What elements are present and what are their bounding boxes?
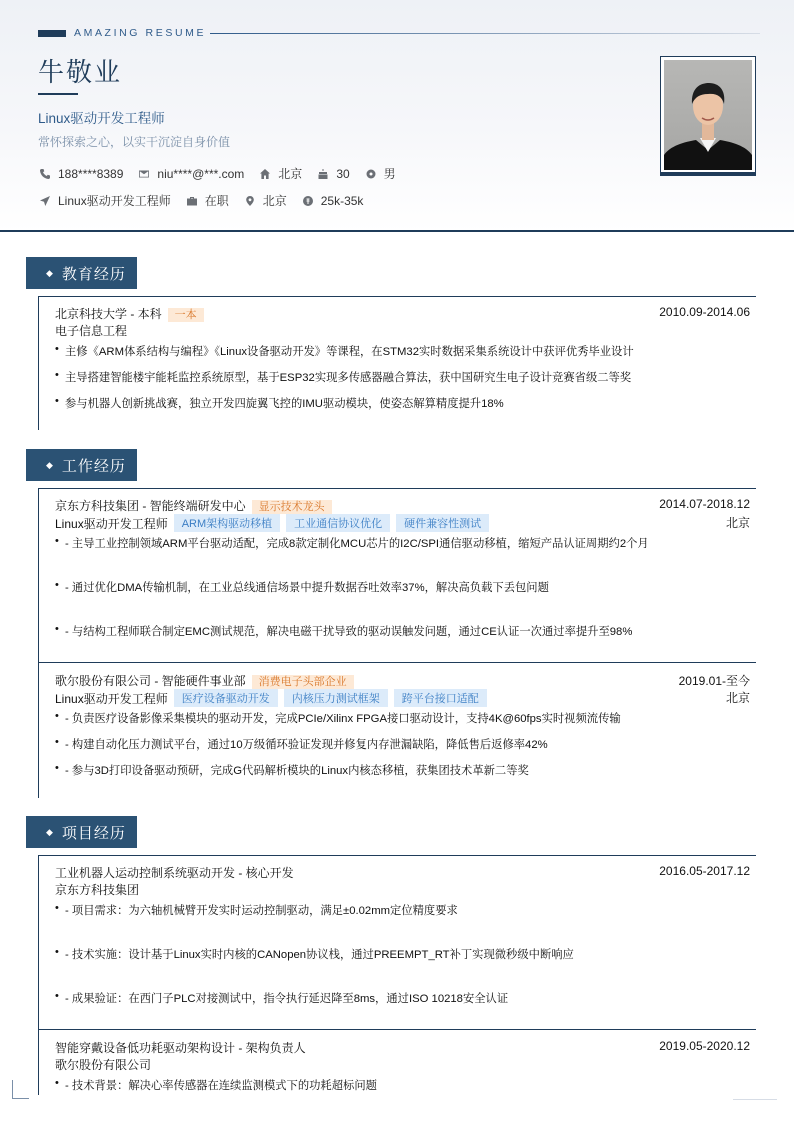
city-value: 北京 bbox=[278, 167, 303, 181]
company-tag: 显示技术龙头 bbox=[252, 500, 332, 514]
role-name: Linux驱动开发工程师 bbox=[55, 516, 168, 531]
bullet-text: - 主导工业控制领域ARM平台驱动适配，完成8款定制化MCU芯片的I2C/SPI通信驱动移植，缩短产品认证周期约2个月 bbox=[65, 538, 649, 550]
section-title: 工作经历 bbox=[61, 457, 126, 475]
project-name: 智能穿戴设备低功耗驱动架构设计 - 架构负责人 bbox=[55, 1041, 306, 1055]
school-tag: 一本 bbox=[168, 308, 204, 322]
page-corner-mark bbox=[12, 1080, 29, 1099]
skill-tag: 跨平台接口适配 bbox=[394, 689, 487, 707]
contact-email bbox=[137, 167, 244, 181]
resume-tagline: AMAZING RESUME bbox=[74, 27, 207, 39]
phone-icon bbox=[38, 167, 52, 181]
intent-row bbox=[38, 192, 377, 209]
list-item: • - 项目需求：为六轴机械臂开发实时运动控制驱动，满足±0.02mm定位精度要求 bbox=[55, 902, 458, 917]
list-item: • - 主导工业控制领域ARM平台驱动适配，完成8款定制化MCU芯片的I2C/SPI通信驱动移植，缩短产品认证周期约2个月 bbox=[55, 535, 649, 550]
list-item: • - 成果验证：在西门子PLC对接测试中，指令执行延迟降至8ms，通过ISO 10218安全认证 bbox=[55, 990, 509, 1005]
job-title: Linux驱动开发工程师 bbox=[38, 111, 165, 126]
entry-divider bbox=[38, 662, 756, 663]
skill-tag: ARM架构驱动移植 bbox=[174, 514, 280, 532]
intent-position-value: Linux驱动开发工程师 bbox=[58, 194, 171, 208]
header-accent-block bbox=[38, 30, 66, 37]
section-heading-education bbox=[26, 257, 137, 289]
header-divider bbox=[0, 230, 794, 232]
send-icon bbox=[38, 194, 52, 208]
section-title: 项目经历 bbox=[61, 824, 126, 842]
work-date: 2014.07-2018.12 bbox=[659, 497, 750, 511]
intent-location-value: 北京 bbox=[262, 194, 287, 208]
role-name: Linux驱动开发工程师 bbox=[55, 691, 168, 706]
skill-tag: 医疗设备驱动开发 bbox=[174, 689, 278, 707]
intent-location bbox=[243, 192, 287, 209]
work-company bbox=[55, 672, 354, 689]
work-location: 北京 bbox=[725, 516, 750, 530]
email-value: niu****@***.com bbox=[157, 166, 245, 181]
list-item: • - 负责医疗设备影像采集模块的驱动开发，完成PCIe/Xilinx FPGA接口驱动设计，支持4K@60fps实时视频流传输 bbox=[55, 710, 621, 725]
school-name: 北京科技大学 - 本科 bbox=[55, 307, 162, 321]
project-date: 2019.05-2020.12 bbox=[659, 1039, 750, 1053]
phone-value: 188****8389 bbox=[58, 166, 124, 181]
edu-school bbox=[55, 305, 204, 322]
work-role bbox=[55, 689, 487, 707]
list-item: • - 技术实施：设计基于Linux实时内核的CANopen协议栈，通过PREEMPT_RT补丁实现微秒级中断响应 bbox=[55, 946, 574, 961]
bullet-text: - 成果验证：在西门子PLC对接测试中，指令执行延迟降至8ms，通过ISO 10218安全认证 bbox=[65, 993, 509, 1005]
company-name: 歌尔股份有限公司 - 智能硬件事业部 bbox=[55, 674, 246, 688]
diamond-icon: ◆ bbox=[46, 267, 54, 278]
entry-divider bbox=[38, 1029, 756, 1030]
project-company: 歌尔股份有限公司 bbox=[55, 1058, 152, 1072]
list-item: • 主导搭建智能楼宇能耗监控系统原型，基于ESP32实现多传感器融合算法，获中国研究生电子设计竞赛省级二等奖 bbox=[55, 369, 632, 384]
list-item: • - 构建自动化压力测试平台，通过10万级循环验证发现并修复内存泄漏缺陷，降低售后返修率42% bbox=[55, 736, 548, 751]
gender-value: 男 bbox=[383, 167, 396, 181]
company-name: 京东方科技集团 - 智能终端研发中心 bbox=[55, 499, 246, 513]
list-item: • - 技术背景：解决心率传感器在连续监测模式下的功耗超标问题 bbox=[55, 1077, 377, 1092]
bullet-text: 主导搭建智能楼宇能耗监控系统原型，基于ESP32实现多传感器融合算法，获中国研究生电子设计竞赛省级二等奖 bbox=[65, 372, 632, 384]
bullet-text: - 通过优化DMA传输机制，在工业总线通信场景中提升数据吞吐效率37%，解决高负载下丢包问题 bbox=[65, 582, 549, 594]
contact-city bbox=[258, 165, 302, 182]
contact-age bbox=[316, 167, 349, 181]
edu-date: 2010.09-2014.06 bbox=[659, 305, 750, 319]
work-role bbox=[55, 514, 489, 532]
bullet-text: - 项目需求：为六轴机械臂开发实时运动控制驱动，满足±0.02mm定位精度要求 bbox=[65, 905, 458, 917]
profile-photo bbox=[664, 60, 752, 170]
project-company: 京东方科技集团 bbox=[55, 883, 140, 897]
list-item: • 参与机器人创新挑战赛，独立开发四旋翼飞控的IMU驱动模块，使姿态解算精度提升18% bbox=[55, 395, 504, 410]
bullet-text: - 技术实施：设计基于Linux实时内核的CANopen协议栈，通过PREEMPT_RT补丁实现微秒级中断响应 bbox=[65, 949, 574, 961]
bullet-text: - 与结构工程师联合制定EMC测试规范，解决电磁干扰导致的驱动误触发问题，通过CE认证一次通过率提升至98% bbox=[65, 626, 633, 638]
diamond-icon: ◆ bbox=[46, 459, 54, 470]
intent-salary-value: 25k-35k bbox=[320, 193, 364, 208]
gender-icon bbox=[364, 167, 378, 181]
contact-phone bbox=[38, 167, 123, 181]
home-icon bbox=[258, 167, 272, 181]
intent-status bbox=[185, 192, 229, 209]
age-value: 30 bbox=[336, 166, 350, 181]
skill-tag: 硬件兼容性测试 bbox=[396, 514, 489, 532]
list-item: • - 与结构工程师联合制定EMC测试规范，解决电磁干扰导致的驱动误触发问题，通过CE认证一次通过率提升至98% bbox=[55, 623, 633, 638]
profile-photo-frame bbox=[660, 56, 756, 174]
work-location: 北京 bbox=[725, 691, 750, 705]
location-icon bbox=[243, 194, 257, 208]
name-underline bbox=[38, 93, 78, 95]
intent-position bbox=[38, 192, 171, 209]
project-name: 工业机器人运动控制系统驱动开发 - 核心开发 bbox=[55, 866, 294, 880]
skill-tag: 内核压力测试框架 bbox=[284, 689, 388, 707]
section-heading-work bbox=[26, 449, 137, 481]
section-title: 教育经历 bbox=[61, 265, 126, 283]
bullet-text: - 构建自动化压力测试平台，通过10万级循环验证发现并修复内存泄漏缺陷，降低售后返修率42% bbox=[65, 739, 548, 751]
candidate-name: 牛敬业 bbox=[38, 57, 123, 87]
diamond-icon: ◆ bbox=[46, 826, 54, 837]
bullet-text: 主修《ARM体系结构与编程》《Linux设备驱动开发》等课程，在STM32实时数据采集系统设计中获评优秀毕业设计 bbox=[65, 346, 634, 358]
header-accent-line bbox=[210, 33, 760, 34]
bullet-text: - 参与3D打印设备驱动预研，完成G代码解析模块的Linux内核态移植，获集团技术革新二等奖 bbox=[65, 765, 529, 777]
bullet-text: - 技术背景：解决心率传感器在连续监测模式下的功耗超标问题 bbox=[65, 1080, 377, 1092]
company-tag: 消费电子头部企业 bbox=[252, 675, 354, 689]
intent-salary bbox=[301, 194, 364, 208]
contact-gender bbox=[364, 165, 396, 182]
intent-status-value: 在职 bbox=[204, 194, 229, 208]
list-item: • - 参与3D打印设备驱动预研，完成G代码解析模块的Linux内核态移植，获集团技术革新二等奖 bbox=[55, 762, 529, 777]
page-corner-line bbox=[733, 1099, 777, 1100]
work-company bbox=[55, 497, 332, 514]
edu-major: 电子信息工程 bbox=[55, 324, 128, 338]
salary-icon bbox=[301, 194, 315, 208]
skill-tag: 工业通信协议优化 bbox=[286, 514, 390, 532]
work-date: 2019.01-至今 bbox=[678, 674, 750, 688]
cake-icon bbox=[316, 167, 330, 181]
motto: 常怀探索之心，以实干沉淀自身价值 bbox=[38, 135, 231, 149]
section-heading-projects bbox=[26, 816, 137, 848]
bullet-text: - 负责医疗设备影像采集模块的驱动开发，完成PCIe/Xilinx FPGA接口驱动设计，支持4K@60fps实时视频流传输 bbox=[65, 713, 621, 725]
photo-accent-bar bbox=[660, 172, 756, 176]
mail-icon bbox=[137, 167, 151, 181]
bullet-text: 参与机器人创新挑战赛，独立开发四旋翼飞控的IMU驱动模块，使姿态解算精度提升18% bbox=[65, 398, 504, 410]
list-item: • 主修《ARM体系结构与编程》《Linux设备驱动开发》等课程，在STM32实时数据采集系统设计中获评优秀毕业设计 bbox=[55, 343, 634, 358]
contact-row bbox=[38, 165, 410, 182]
briefcase-icon bbox=[185, 194, 199, 208]
project-date: 2016.05-2017.12 bbox=[659, 864, 750, 878]
list-item: • - 通过优化DMA传输机制，在工业总线通信场景中提升数据吞吐效率37%，解决高负载下丢包问题 bbox=[55, 579, 549, 594]
